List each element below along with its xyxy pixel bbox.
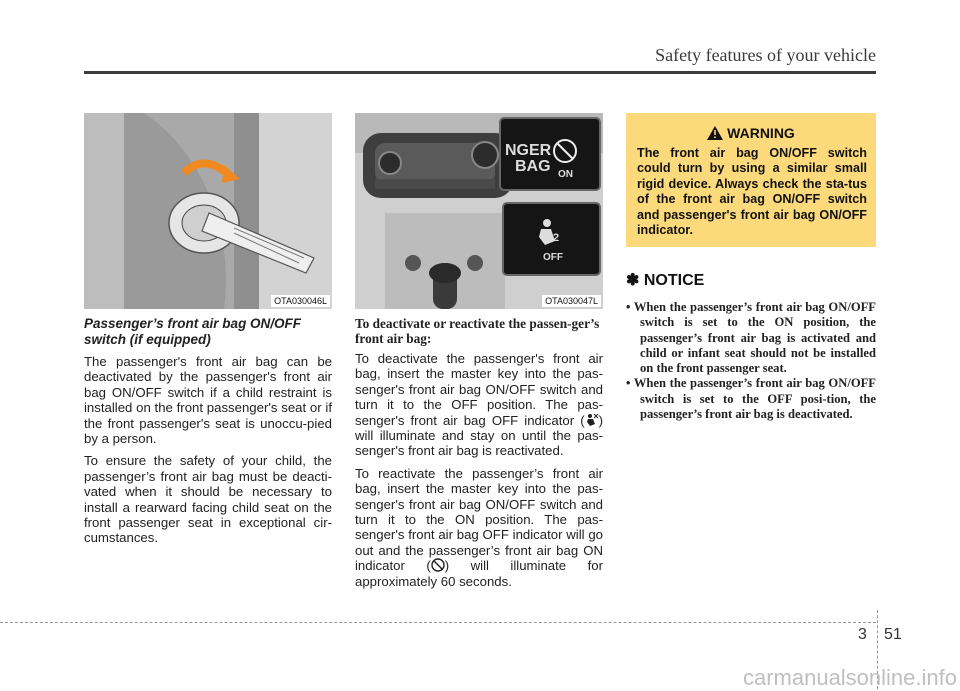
- col2-paragraph-2: [355, 466, 603, 589]
- airbag-on-indicator-icon: [431, 558, 445, 572]
- warning-box: [626, 113, 876, 247]
- column-1: [84, 316, 332, 553]
- notice-title: ✽ NOTICE: [626, 272, 705, 289]
- on-label: ON: [558, 169, 573, 180]
- page-number: 51: [884, 626, 902, 643]
- warning-body: The front air bag ON/OFF switch could turn by using a similar small rigid device. Always check the sta-tus of the front air bag ON/OFF switch and passenger's front air bag ON/OFF indicator.: [637, 146, 867, 238]
- footer-divider: [0, 622, 876, 623]
- warning-title: [626, 125, 876, 141]
- col2-p2-text-a: To reactivate the passenger’s front air bag, insert the master key into the pas-senger's front air bag ON/OFF switch and turn it to the ON position. The pas-senger's front air bag OFF indicator will go out and the passenger’s front air bag ON indicator (: [355, 465, 603, 574]
- dashboard-figure: [355, 113, 603, 309]
- section-title: Safety features of your vehicle: [655, 45, 876, 65]
- notice-list: [626, 300, 876, 422]
- panel-text-2: BAG: [515, 158, 551, 175]
- col2-p1-text-a: To deactivate the passenger's front air bag, insert the master key into the pas-senger's front air bag ON/OFF switch and turn it to the OFF position. The pas-senger's front air bag OFF indicator (: [355, 351, 603, 428]
- airbag-switch-figure: [84, 113, 332, 309]
- off-label: OFF: [543, 252, 563, 263]
- col1-subheading: Passenger’s front air bag ON/OFF switch (if equipped): [84, 316, 302, 347]
- figure-code-right: OTA030047L: [542, 295, 601, 307]
- watermark: carmanualsonline.info: [742, 665, 957, 690]
- header-rule: [84, 71, 876, 74]
- col1-paragraph-2: To ensure the safety of your child, the passenger’s front air bag must be deacti-vated when it should be necessary to install a rearward facing child seat on the front passenger seat in exceptional cir-cumstances.: [84, 453, 332, 546]
- notice-item: • When the passenger’s front air bag ON/OFF switch is set to the OFF posi-tion, the passenger’s front air bag is deactivated.: [626, 376, 876, 422]
- airbag-off-indicator-icon: [585, 413, 599, 427]
- warning-triangle-icon: [707, 126, 723, 140]
- col1-paragraph-1: The passenger's front air bag can be deactivated by the passenger's front air bag ON/OFF switch if a child restraint is installed on the front passenger's seat or if the front passenger's seat is unoccu-pied by a person.: [84, 354, 332, 447]
- chapter-number: 3: [858, 626, 867, 643]
- warning-title-text: WARNING: [727, 125, 795, 141]
- col2-p1-text-b: ) will illuminate and stay on until the pas-senger's front air bag is reactivated.: [355, 412, 603, 459]
- panel-text-1: NGER: [505, 142, 552, 159]
- notice-section: [626, 262, 876, 422]
- col2-paragraph-1: [355, 351, 603, 459]
- notice-item: • When the passenger’s front air bag ON/OFF switch is set to the ON position, the passenger’s front air bag is activated and child or infant seat should not be installed on the front passenger seat.: [626, 300, 876, 376]
- col2-subheading: To deactivate or reactivate the passen-ger’s front air bag:: [355, 316, 600, 346]
- col2-p2-text-b: ) will illuminate for approximately 60 seconds.: [355, 558, 603, 589]
- off-number: 2: [553, 232, 560, 244]
- column-2: [355, 316, 603, 596]
- figure-code-left: OTA030046L: [271, 295, 330, 307]
